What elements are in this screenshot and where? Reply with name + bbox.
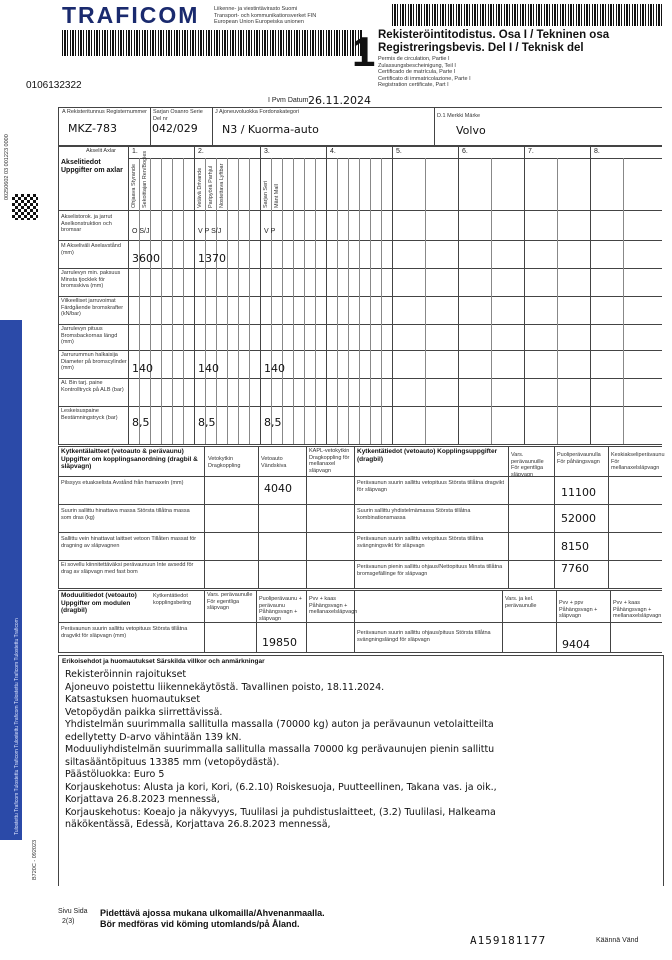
row-label-brake-forces: Vilkeelliset jarruvoimat Färdgående bromskrafter (kN/bar) [61,298,124,317]
row-label-wheelbase: M Akseliväli Axelavstånd (mm) [61,243,121,256]
row-label-lining-length: Jarrulevyn pituus Bromsbackornas längd (mm) [61,326,118,345]
axle2-cylinder: 140 [198,362,219,375]
remark-line: siltasääntöpituus 13385 mm (vetopöydästä). [65,756,280,768]
remark-line: Korjattava 26.8.2023 mennessä, [65,794,220,805]
modular-sub: Kytkentätiedot kopplingsbeting [153,593,192,606]
d1-label: D.1 Merkki Märke [437,113,481,119]
sub-label-bogie: Sekoittajan Ren/Bogies [142,150,148,208]
remark-line: edellytetty D-arvo vähintään 139 kN. [65,731,242,743]
ctr-row3-label: Perävaunun suurin sallittu vetopituus Största tillåtna svängningsvikt för släpvagn [357,536,484,549]
axle-col-2: 2. [198,148,204,155]
sub-label-drive: Vetävä Drivande [197,167,203,208]
top-barcode [62,30,362,56]
notice-sv: Bör medföras vid köming utomlands/på Åland. [100,919,300,929]
axle1-wheelbase: 3600 [132,252,160,265]
page-label: Sivu Sida [58,908,88,915]
remark-line: näkökentässä, Edessä, Korjattava 26.8.2023 mennessä, [65,819,331,830]
subtitle-block: Permis de circulation, Partie I Zulassungsbescheinigung, Teil I Certificado de matrícula, Parte I Certificato di immatricolazione, Parte I Registration certificate, Part I [378,56,471,88]
sarja-label: Sarjan Osanro Serie Del nr [153,109,203,122]
modular-right-col2: Pvv + ppv Påhängsvagn + släpvagn [559,600,598,619]
remark-line: Korjauskehotus: Alusta ja kori, Kori, (6.2.10) Roiskesuoja, Puutteellinen, Takana vas. ja oik., [65,781,497,793]
ctr-row4-label: Perävaunun pienin sallittu ohjaus/Nettopituus Minsta tillåtna bromsgefällinge för släpvagn [357,564,503,577]
coupling-table [58,446,665,588]
coupling-trailer-col1: Vars. perävaunuille För egentliga släpvagn [511,452,544,478]
axle2-set-pressure: 8,5 [198,416,216,429]
ct-row2-label: Suurin sallittu hinattava massa Största tillåtna massa som dras (kg) [61,508,190,521]
ctr-row1-label: Perävaunun suurin sallittu vetopituus Största tillåtna dragvikt för släpvagn [357,480,505,493]
coupling-truck-col1: Vetokytkin Dragkoppling [208,456,241,469]
form-code: B720C - 092023 [32,839,38,880]
ctr-row4-value: 7760 [561,562,589,575]
turn-label: Käännä Vänd [596,937,639,944]
modular-row-label: Perävaunun suurin sallittu vetopituus Största tillåtna dragvikt för släpvagn (mm) [61,626,188,639]
remark-line: Vetopöydän paikka siirrettävissä. [65,706,223,718]
title-sv: Registreringsbevis. Del I / Teknisk del [378,42,584,54]
sub-label-series: Sarjan Seri [263,180,269,208]
axle2-wheelbase: 1370 [198,252,226,265]
row-label-alb-pressure: Al. Bin tarj. paine Kontrolltryck på ALB (bar) [61,380,124,393]
ct-row1-value: 4040 [264,482,292,495]
notice-fi: Pidettävä ajossa mukana ulkomailla/Ahvenanmaalla. [100,908,325,918]
axle3-set-pressure: 8,5 [264,416,282,429]
remark-line: Ajoneuvo poistettu liikennekäytöstä. Tavallinen poisto, 18.11.2024. [65,681,385,693]
sub-label-model: Mänt Mall [274,184,280,208]
modular-right-col3: Pvv + kaas Påhängsvagn + mellanaxelsläpvagn [613,600,662,619]
remark-line: Yhdistelmän suurimmalla sallitulla massalla (70000 kg) auton ja perävaunun vetolaitteilta [65,719,494,730]
qr-code [12,194,38,220]
vehicle-category: N3 / Kuorma-auto [222,123,319,136]
remark-line: Rekisteröinnin rajoitukset [65,669,187,680]
axle-table [58,146,662,444]
row-label-set-pressure: Leskeisuspaine Bestämningstryck (bar) [61,408,118,421]
axle-col-5: 5. [396,148,402,155]
axle1-construction: O S/J [132,228,150,235]
registration-date: 26.11.2024 [308,94,371,107]
row-label-disc-thickness: Jarrulevyn min. paksuus Minsta tjocklek för bromsskiva (mm) [61,270,121,289]
modular-col3: Pvv + kaas Påhängsvagn + mellanaxelsläpvagn [309,596,358,615]
sub-label-steer: Ohjaava Styrande [131,163,137,208]
sub-label-dual: Paripyörä Parhjul [208,165,214,208]
remarks-title: Erikoisehdot ja huomautukset Särskilda villkor och anmärkningar [62,658,265,665]
axle-col-1: 1. [132,148,138,155]
axle-col-7: 7. [528,148,534,155]
date-label: I Pvm Datum [268,97,309,104]
row-label-construction: Akselistorok. ja jarrut Axelkonstruktion och bromsar [61,214,113,233]
ct-row1-label: Pilssyys etuakselista Avstånd från framaxeln (mm) [61,480,184,486]
remark-line: Korjauskehotus: Koeajo ja näkyvyys, Tuulilasi ja puhdistuslaitteet, (3.2) Tuulilasi, Halkeama [65,806,496,818]
j-label: J Ajoneuvoluokka Fordonskategori [215,109,300,115]
a-label: A Rekisteritunnus Registernummer [62,109,147,115]
ctr-row3-value: 8150 [561,540,589,553]
side-security-strip [0,320,22,840]
modular-title: Moduulitiedot (vetoauto) Uppgifter om modulen (dragbil) [61,592,137,614]
traficom-logo: TRAFICOM [62,2,200,28]
doc-number: 1 [352,28,376,75]
coupling-trailer-col2: Puoliperävaunulla För påhängsvagn [557,452,601,465]
axles-title: Akselitiedot Uppgifter om axlar [61,159,123,174]
registration-number: MKZ-783 [68,122,118,135]
coupling-truck-col2: Vetoauto Vändskiva [261,456,287,469]
axle-col-3: 3. [264,148,270,155]
modular-right-value: 9404 [562,638,590,651]
axles-header-label: Akselit Axlar [86,148,116,154]
top-right-barcode [392,4,662,26]
modular-value: 19850 [262,636,297,649]
ctr-row2-value: 52000 [561,512,596,525]
side-strip-text: Tulostettu Traficom Tulostettu Traficom Tulostettu Traficom Tulostettu Traficom Tulostettu Traficom [14,618,20,835]
modular-right-label: Perävaunun suurin sallittu ohjaus/pituus Största tillåtna svängningslängd för släpvagn [357,630,491,643]
ctr-row1-value: 11100 [561,486,596,499]
ct-row4-label: Ei sovellu kiinnitettäväksi perävaunuun Inte avsedd för drag av släpvagn med fast bom [61,562,194,575]
modular-right-col1: Vars. ja kel. perävaunulle [505,596,537,609]
axle3-construction: V P [264,228,276,235]
remark-line: Moduuliyhdistelmän suurimmalla sallitulla massalla 70000 kg perävaunujen pienin sallittu [65,744,495,755]
modular-col2: Puoliperävaunu + perävaunu Påhängsvagn + släpvagn [259,596,302,622]
ctr-row2-label: Suurin sallittu yhdistelmämassa Största tillåtna kombinationsmassa [357,508,471,521]
coupling-trailer-title: Kytkentätiedot (vetoauto) Kopplingsuppgifter (dragbil) [357,448,498,463]
remark-line: Katsastuksen huomautukset [65,694,201,705]
make: Volvo [456,124,486,137]
axle1-set-pressure: 8,5 [132,416,150,429]
remark-line: Päästöluokka: Euro 5 [65,769,165,780]
axle3-cylinder: 140 [264,362,285,375]
axle-col-8: 8. [594,148,600,155]
agency-text: Liikenne- ja viestintävirasto Suomi Transport- och kommunikationsverket FIN European Union Europeiska unionen [214,6,317,25]
row-label-cylinder-diameter: Jarrurummun halkaisija Diameter på bromscylinder (mm) [61,352,127,371]
sarja-value: 042/029 [152,122,198,135]
axle-col-4: 4. [330,148,336,155]
axle1-cylinder: 140 [132,362,153,375]
modular-table [58,590,662,652]
barcode-number: 0106132322 [26,80,82,91]
sub-label-lift: Nostettava Lyftbar [219,163,225,208]
side-code: 00250602 03 001223 0000 [4,134,10,200]
modular-col1: Vars. perävaunulle För egentliga släpvagn [207,592,253,611]
axle2-construction: V P S/J [198,228,222,235]
coupling-truck-col3: KAPL-vetokytkin Dragkoppling för mellanaxel släpvagn [309,448,350,474]
coupling-truck-title: Kytkentälaitteet (vetoauto & perävaunu) Uppgifter om kopplingsanordning (dragbil & släpvagn) [61,448,198,470]
axle-col-6: 6. [462,148,468,155]
title-fi: Rekisteröintitodistus. Osa I / Tekninen osa [378,29,610,41]
page-number: 2(3) [62,918,75,925]
remarks-text [65,669,659,832]
remarks-box [58,655,664,886]
ct-row3-label: Sallittu vein hinattavat laittset vetoon Tillåten massat för dragning av släpvagnen [61,536,197,549]
serial-number: A159181177 [470,934,547,947]
coupling-trailer-col3: Keskiakseliperävaunu För mellanaxelsläpvagn [611,452,665,471]
